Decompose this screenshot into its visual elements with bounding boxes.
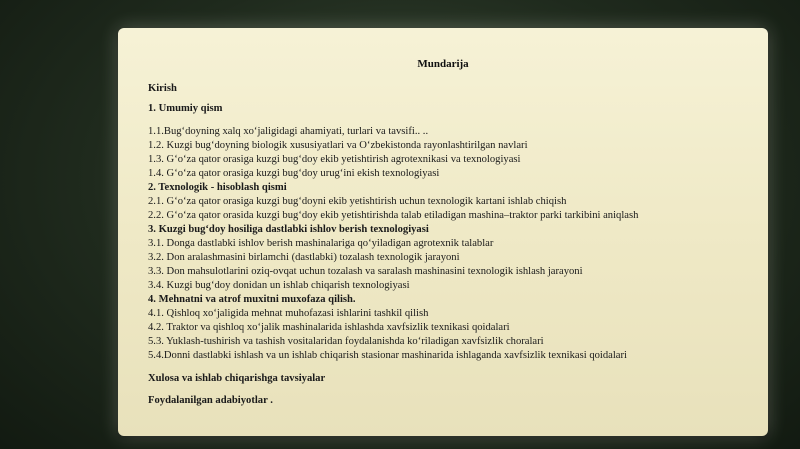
toc-line: 4. Mehnatni va atrof muxitni muxofaza qilish. — [148, 294, 356, 305]
toc-line: 3.2. Don aralashmasini birlamchi (dastlabki) tozalash texnologik jarayoni — [148, 252, 460, 263]
toc-line: 1.4. G‘o‘za qator orasiga kuzgi bug‘doy urug‘ini ekish texnologiyasi — [148, 168, 440, 179]
toc-line: 5.4.Donni dastlabki ishlash va un ishlab chiqarish stasionar mashinarida ishlaganda xavfsizlik texnikasi qoidalari — [148, 350, 627, 361]
toc-line: 3.3. Don mahsulotlarini oziq-ovqat uchun tozalash va saralash mashinasini texnologik ishlash jarayoni — [148, 266, 583, 277]
toc-line: 3.1. Donga dastlabki ishlov berish mashinalariga qo‘yiladigan agrotexnik talablar — [148, 238, 494, 249]
toc-line: 4.2. Traktor va qishloq xo‘jalik mashinalarida ishlashda xavfsizlik texnikasi qoidalari — [148, 322, 510, 333]
toc-line: 2.2. G‘o‘za qator orasida kuzgi bug‘doy ekib yetishtirishda talab etiladigan mashina–traktor parki tarkibini aniqlash — [148, 210, 639, 221]
document-title: Mundarija — [417, 58, 469, 70]
toc-line: Kirish — [148, 83, 177, 94]
slide-card — [118, 28, 768, 436]
toc-line: 1.1.Bug‘doyning xalq xo‘jaligidagi ahamiyati, turlari va tavsifi.. .. — [148, 126, 429, 137]
toc-line: 5.3. Yuklash-tushirish va tashish vositalaridan foydalanishda ko‘riladigan xavfsizlik choralari — [148, 336, 544, 347]
toc-line: 4.1. Qishloq xo‘jaligida mehnat muhofazasi ishlarini tashkil qilish — [148, 308, 429, 319]
toc-line: 3. Kuzgi bug‘doy hosiliga dastlabki ishlov berish texnologiyasi — [148, 224, 429, 235]
toc-line: 2.1. G‘o‘za qator orasiga kuzgi bug‘doyni ekib yetishtirish uchun texnologik kartani ishlab chiqish — [148, 196, 567, 207]
toc-line: 1. Umumiy qism — [148, 103, 223, 114]
toc-line: Xulosa va ishlab chiqarishga tavsiyalar — [148, 373, 326, 384]
toc-line: 1.2. Kuzgi bug‘doyning biologik xususiyatlari va O‘zbekistonda rayonlashtirilgan navlari — [148, 140, 528, 151]
toc-line: Foydalanilgan adabiyotlar . — [148, 395, 273, 406]
toc-line: 1.3. G‘o‘za qator orasiga kuzgi bug‘doy ekib yetishtirish agrotexnikasi va texnologiyasi — [148, 154, 521, 165]
toc-line: 3.4. Kuzgi bug‘doy donidan un ishlab chiqarish texnologiyasi — [148, 280, 410, 291]
toc-line: 2. Texnologik - hisoblash qismi — [148, 182, 287, 193]
